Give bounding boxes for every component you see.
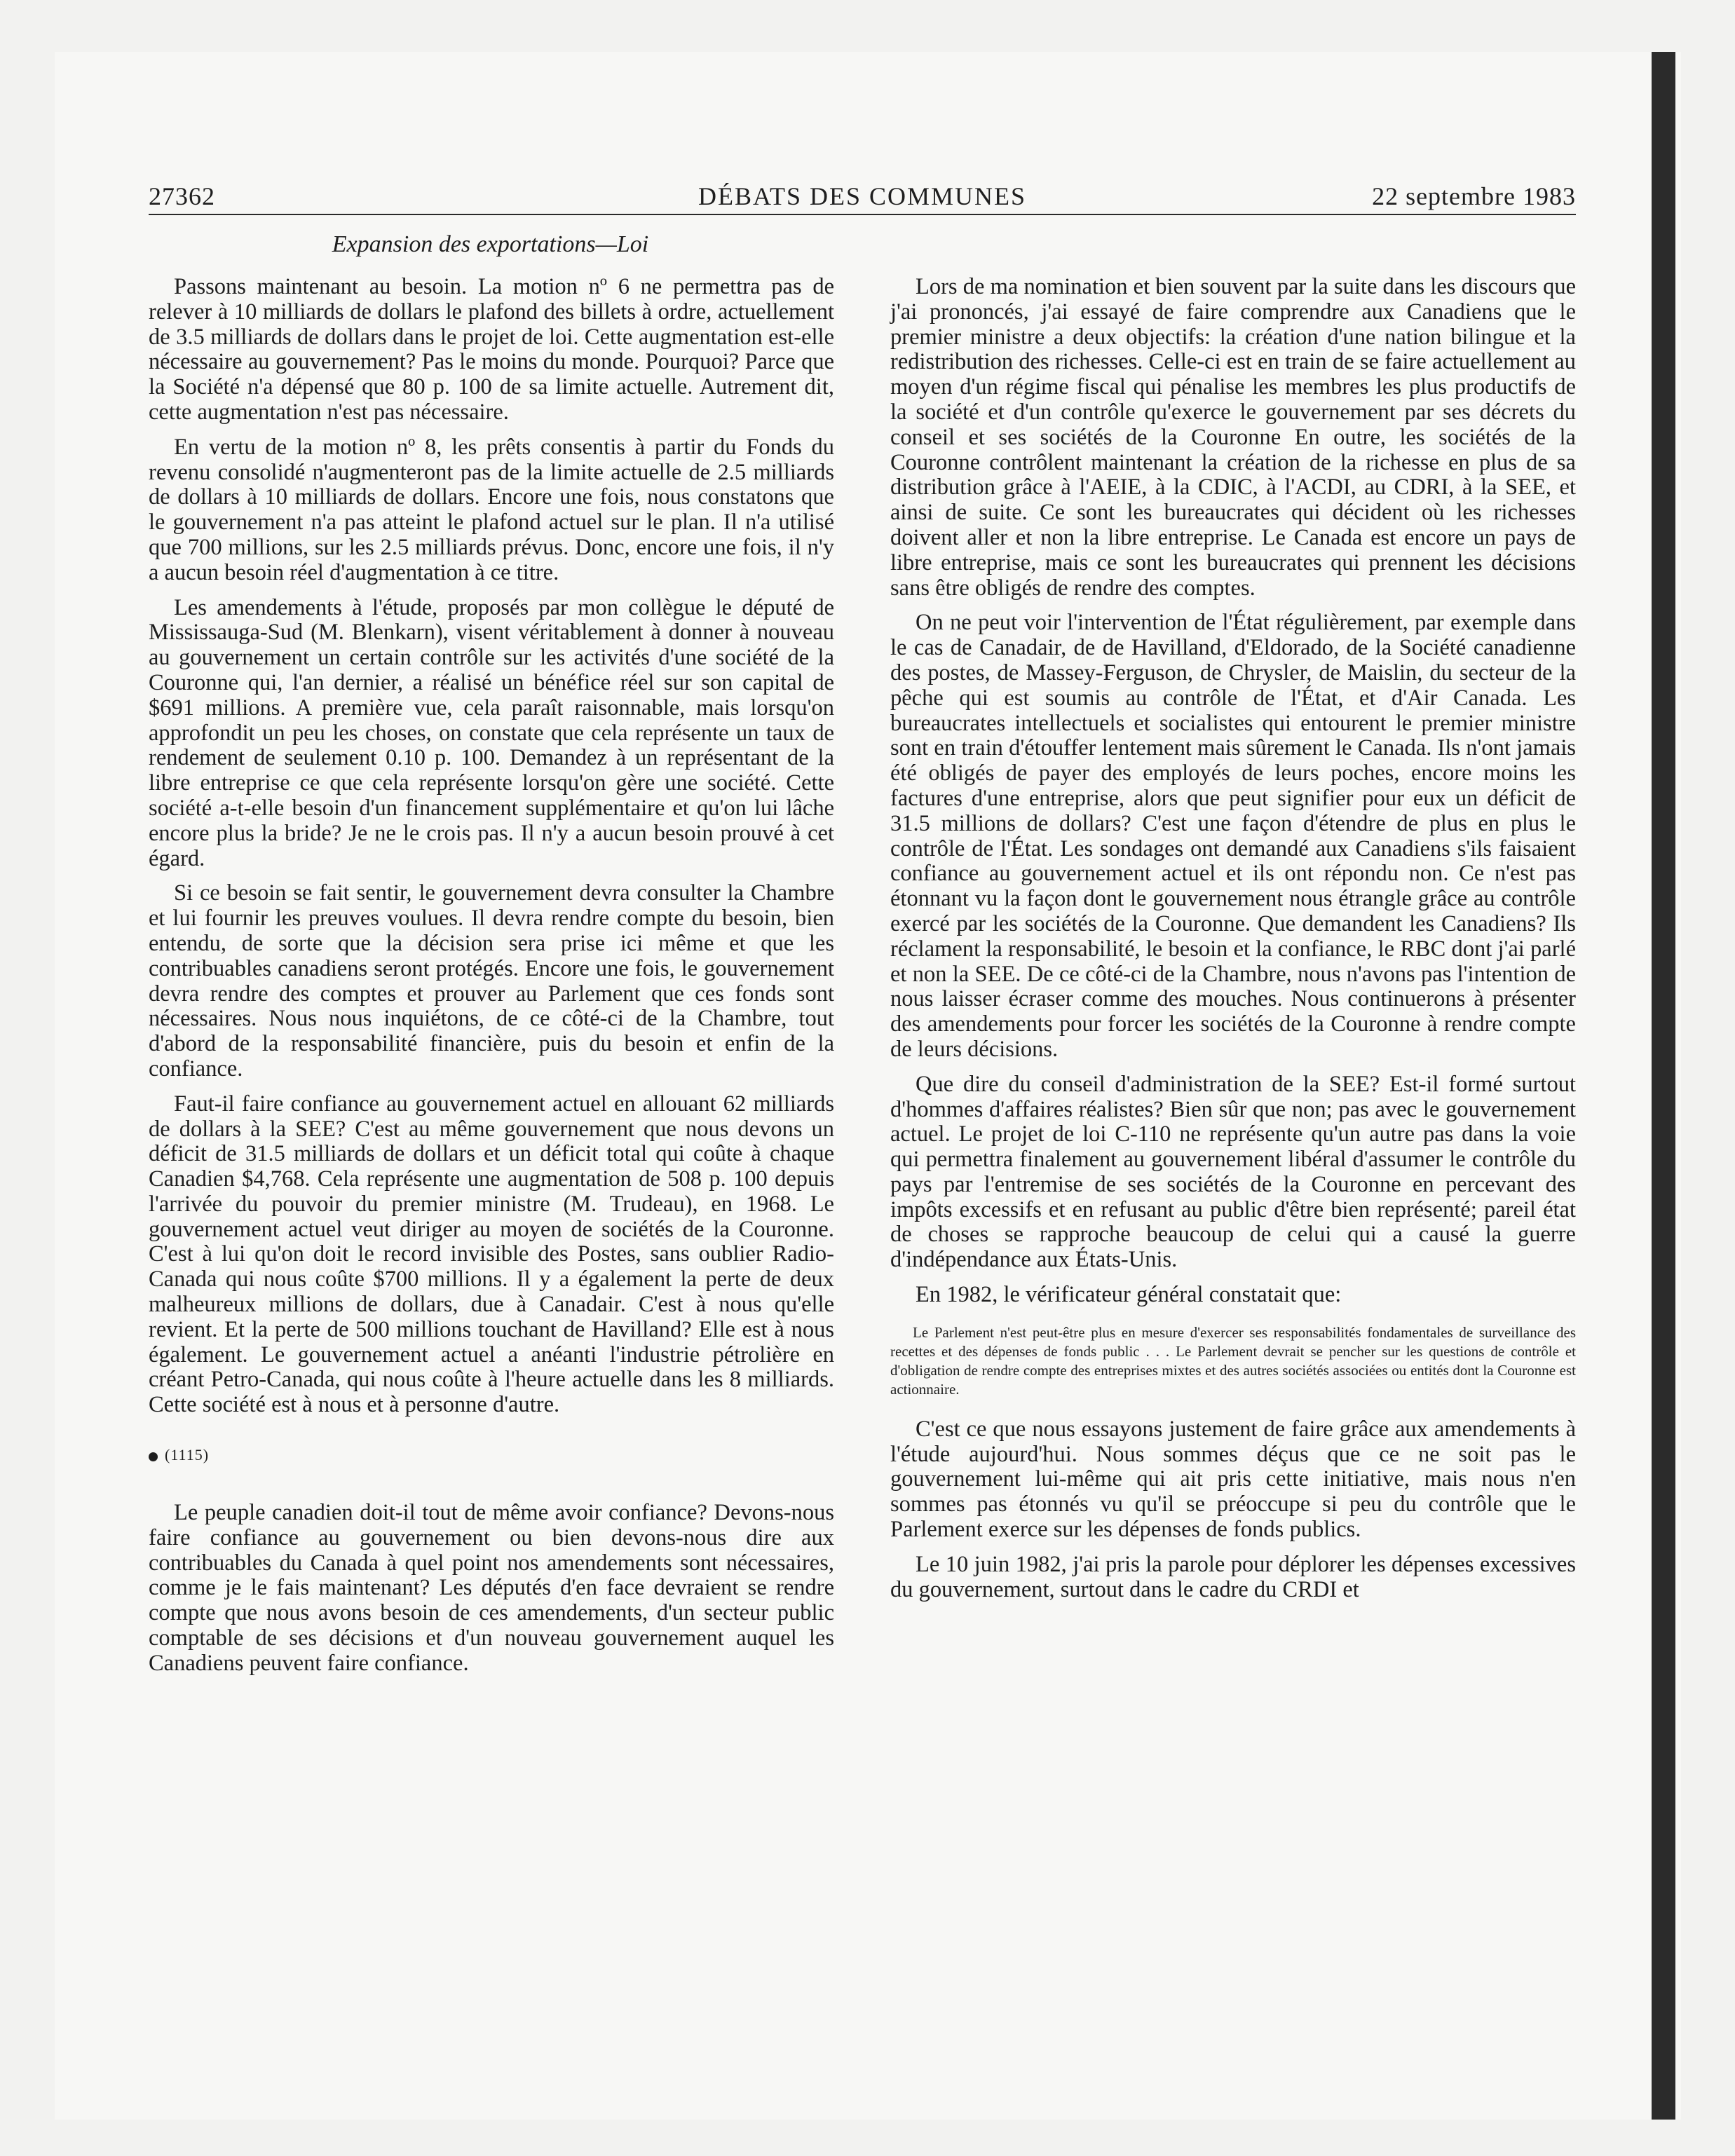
paragraph: Lors de ma nomination et bien souvent par la suite dans les discours que j'ai prononcés, j'ai essayé de faire comprendre aux Canadiens que le premier ministre a deux objectifs: la création d'une nation bilingue et la redistribution des richesses. Celle-ci est en train de se faire actuellement au moyen d'un régime fiscal qui pénalise les membres les plus productifs de la société et d'un contrôle qu'exerce le gouvernement par ses décrets du conseil et ses sociétés de la Couronne En outre, les sociétés de la Couronne contrôlent maintenant la création de la richesse en plus de sa distribution grâce à l'AEIE, à la CDIC, à l'ACDI, au CDRI, à la SEE, et ainsi de suite. Ce sont les bureaucrates qui décident où les richesses doivent aller et non la libre entreprise. Le Canada est encore un pays de libre entreprise, mais ce sont les bureaucrates qui prennent les décisions sans être obligés de rendre des comptes. [890,274,1576,601]
paragraph: Que dire du conseil d'administration de la SEE? Est-il formé surtout d'hommes d'affaires réalistes? Bien sûr que non; pas avec le gouvernement actuel. Le projet de loi C-110 ne représente qu'un autre pas dans la voie qui permettra finalement au gouvernement libéral d'assumer le contrôle du pays par l'entremise de ses sociétés de la Couronne en percevant des impôts excessifs et en refusant au public d'être bien représenté; pareil état de choses se rapproche beaucoup de celui qui a causé la guerre d'indépendance aux États-Unis. [890,1071,1576,1273]
paragraph: En 1982, le vérificateur général constatait que: [916,1282,1342,1308]
publication-title: DÉBATS DES COMMUNES [698,182,1027,210]
paragraph: Si ce besoin se fait sentir, le gouvernement devra consulter la Chambre et lui fournir les preuves voulues. Il devra rendre compte du besoin, bien entendu, de sorte que la décision sera prise ici même et que les contribuables canadiens seront protégés. Encore une fois, le gouvernement devra rendre des comptes et prouver au Parlement que ces fonds sont nécessaires. Nous nous inquiétons, de ce côté-ci de la Chambre, tout d'abord de la responsabilité financière, puis du besoin et enfin de la confiance. [149,880,834,1082]
bullet-icon [149,1452,158,1461]
paragraph: En vertu de la motion nº 8, les prêts consentis à partir du Fonds du revenu consolidé n'augmenteront pas de la limite actuelle de 2.5 milliards de dollars à 10 milliards de dollars. Encore une fois, nous constatons que le gouvernement n'a pas atteint le plafond actuel sur le plan. Il n'a utilisé que 700 millions, sur les 2.5 milliards prévus. Donc, encore une fois, il n'y a aucun besoin réel d'augmentation à ce titre. [149,434,834,585]
page-number: 27362 [149,182,215,210]
paragraph: Faut-il faire confiance au gouvernement actuel en allouant 62 milliards de dollars à la SEE? C'est au même gouvernement que nous devons un déficit de 31.5 milliards de dollars et un déficit total qui coûte à chaque Canadien $4,768. Cela représente une augmentation de 508 p. 100 depuis l'arrivée du pouvoir du premier ministre (M. Trudeau), en 1968. Le gouvernement actuel veut diriger au moyen de sociétés de la Couronne. C'est à lui qu'on doit le record invisible des Postes, sans oublier Radio-Canada qui nous coûte $700 millions. Il y a également la perte de deux malheureux millions de dollars, due à Canadair. C'est à nous qu'elle revient. Et la perte de 500 millions touchant de Havilland? Elle est à nous également. Le gouvernement actuel a anéanti l'industrie pétrolière en créant Petro-Canada, qui nous coûte à l'heure actuelle dans les 8 milliards. Cette société est à nous et à personne d'autre. [149,1091,834,1418]
paragraph: C'est ce que nous essayons justement de faire grâce aux amendements à l'étude aujourd'hui. Nous sommes déçus que ce ne soit pas le gouvernement lui-même qui ait pris cette initiative, mais nous n'en sommes pas étonnés vu qu'il se préoccupe si peu du contrôle que le Parlement exerce sur les dépenses de fonds publics. [890,1416,1576,1543]
block-quote: Le Parlement n'est peut-être plus en mesure d'exercer ses responsabilités fondamentales de surveillance des recettes et des dépenses de fonds public . . . Le Parlement devrait se pencher sur les questions de contrôle et d'obligation de rendre compte des entreprises mixtes et des autres sociétés associées ou entités dont la Couronne est actionnaire. [890,1323,1576,1398]
paragraph: On ne peut voir l'intervention de l'État régulièrement, par exemple dans le cas de Canadair, de de Havilland, d'Eldorado, de la Société canadienne des postes, de Massey-Ferguson, de Chrysler, de Maislin, du secteur de la pêche qui est soumis au contrôle de l'État, et d'Air Canada. Les bureaucrates intellectuels et socialistes qui entourent le premier ministre sont en train d'étouffer lentement mais sûrement le Canada. Ils n'ont jamais été obligés de payer des employés de leurs poches, encore moins les factures d'une entreprise, alors que peut signifier pour eux un déficit de 31.5 millions de dollars? C'est une façon d'étendre de plus en plus le contrôle de l'État. Les sondages ont demandé aux Canadiens s'ils faisaient confiance au gouvernement actuel et ils ont répondu non. Ce n'est pas étonnant vu la façon dont le gouvernement nous étrangle grâce au contrôle exercé par les sociétés de la Couronne. Que demandent les Canadiens? Ils réclament la responsabilité, le besoin et la confiance, le RBC dont j'ai parlé et non la SEE. De ce côté-ci de la Chambre, nous n'avons pas l'intention de nous laisser écraser comme des mouches. Nous continuerons à présenter des amendements pour forcer les sociétés de la Couronne à rendre compte de leurs décisions. [890,610,1576,1062]
page-header [149,179,1576,215]
right-column [890,275,1576,1612]
timestamp-marker [149,1445,834,1466]
paragraph: Le 10 juin 1982, j'ai pris la parole pour déplorer les dépenses excessives du gouvernement, surtout dans le cadre du CRDI et [890,1551,1576,1602]
left-column [149,275,834,1686]
section-title: Expansion des exportations—Loi [332,231,649,257]
timestamp-text: (1115) [165,1446,210,1464]
publication-date: 22 septembre 1983 [1372,182,1576,210]
scan-edge-bar [1652,52,1675,2120]
paragraph: Le peuple canadien doit-il tout de même avoir confiance? Devons-nous faire confiance au gouvernement ou bien devons-nous dire aux contribuables du Canada à quel point nos amendements sont nécessaires, comme je le fais maintenant? Les députés d'en face devraient se rendre compte que nous avons besoin de ces amendements, d'un secteur public comptable de ses décisions et d'un nouveau gouvernement auquel les Canadiens peuvent faire confiance. [149,1500,834,1676]
paragraph: Les amendements à l'étude, proposés par mon collègue le député de Mississauga-Sud (M. Blenkarn), visent véritablement à donner à nouveau au gouvernement un certain contrôle sur les activités d'une société de la Couronne qui, l'an dernier, a réalisé un bénéfice réel sur son capital de $691 millions. A première vue, cela paraît raisonnable, mais lorsqu'on approfondit un peu les choses, on constate que cela représente un taux de rendement de seulement 0.10 p. 100. Demandez à un représentant de la libre entreprise ce que cela représente lorsqu'on gère une société. Cette société a-t-elle besoin d'un financement supplémentaire et qu'on lui lâche encore plus la bride? Je ne le crois pas. Il n'y a aucun besoin prouvé à cet égard. [149,594,834,871]
paragraph: Passons maintenant au besoin. La motion nº 6 ne permettra pas de relever à 10 milliards de dollars le plafond des billets à ordre, actuellement de 3.5 milliards de dollars dans le projet de loi. Cette augmentation est-elle nécessaire au gouvernement? Pas le moins du monde. Pourquoi? Parce que la Société n'a dépensé que 80 p. 100 de sa limite actuelle. Autrement dit, cette augmentation n'est pas nécessaire. [149,274,834,425]
